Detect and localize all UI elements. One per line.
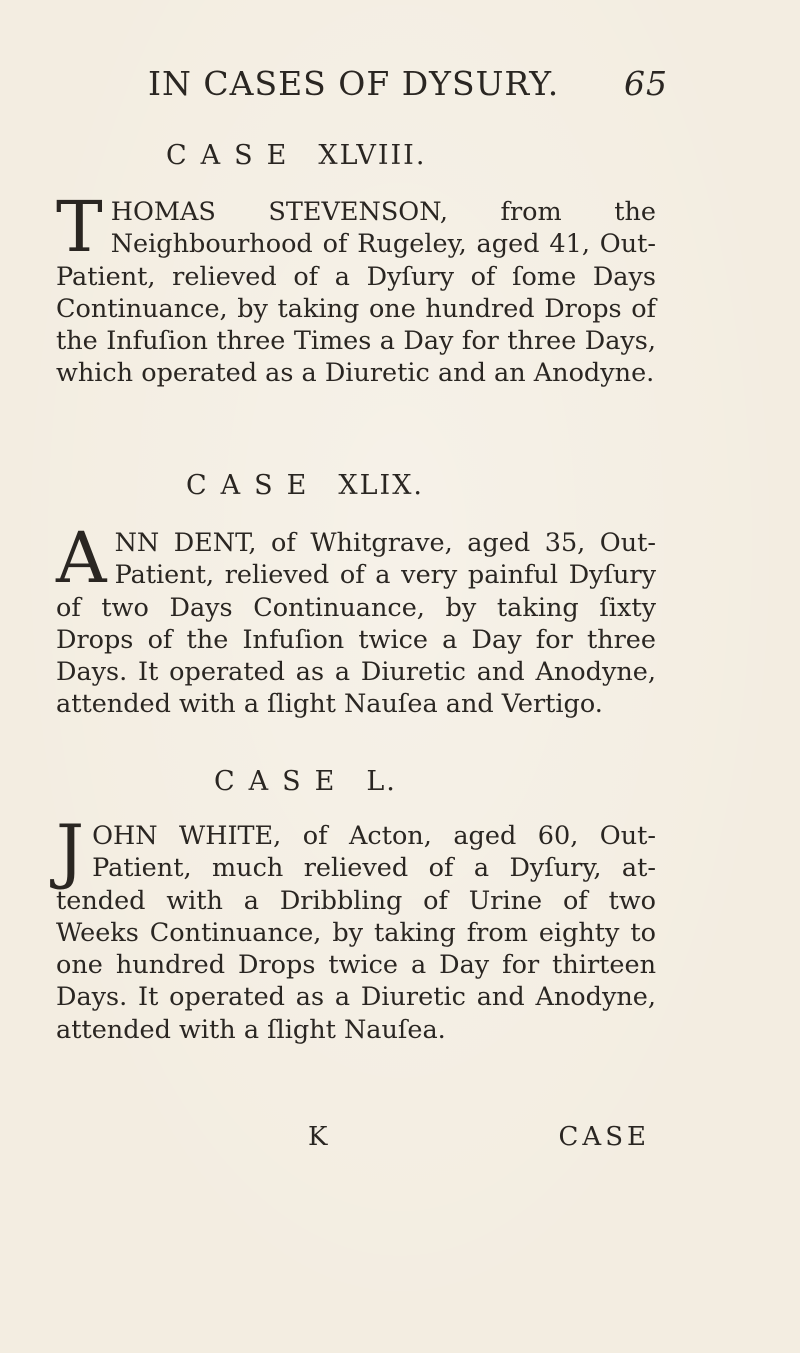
case-text-xlix — [56, 517, 656, 721]
case-heading-number: L. — [366, 766, 397, 797]
case-heading-word: CASE — [186, 470, 321, 501]
case-heading-number: XLVIII. — [318, 140, 427, 171]
case-heading-word: CASE — [166, 140, 301, 171]
case-heading-l — [214, 766, 397, 797]
case-text-xlviii — [56, 186, 656, 390]
case-heading-number: XLIX. — [338, 470, 424, 501]
case-text-l — [56, 810, 656, 1046]
case-heading-xlix — [186, 470, 424, 501]
case-paragraph: NN DENT, of Whitgrave, aged 35, Out-Patient, relieved of a very painful Dyſury of two Days Continuance, by taking ſixty Drops of the Infuſion twice a Day for three Days. It operated as a Diuretic and Anodyne, attended with a ſlight Nauſea and Vertigo. — [56, 528, 656, 720]
drop-cap-initial: T — [56, 186, 103, 268]
case-paragraph: HOMAS STEVENSON, from the Neighbourhood of Rugeley, aged 41, Out-Patient, relieved of a Dyſury of ſome Days Continuance, by taking one hundred Drops of the Infuſion three Times a Day for three Days, which operated as a Diuretic and an Anodyne. — [56, 197, 656, 389]
case-heading-xlviii — [166, 140, 426, 171]
catchword: CASE — [558, 1122, 650, 1152]
case-heading-word: CASE — [214, 766, 349, 797]
page-number: 65 — [624, 64, 668, 103]
signature-mark: K — [308, 1122, 332, 1152]
case-paragraph: OHN WHITE, of Acton, aged 60, Out-Patient, much relieved of a Dyſury, at-tended with a Dribbling of Urine of two Weeks Continuance, by taking from eighty to one hundred Drops twice a Day for thirteen Days. It operated as a Diuretic and Anodyne, attended with a ſlight Nauſea. — [56, 821, 656, 1045]
drop-cap-initial: J — [56, 810, 85, 892]
running-head-title: IN CASES OF DYSURY. — [148, 64, 560, 103]
drop-cap-initial: A — [56, 517, 107, 599]
